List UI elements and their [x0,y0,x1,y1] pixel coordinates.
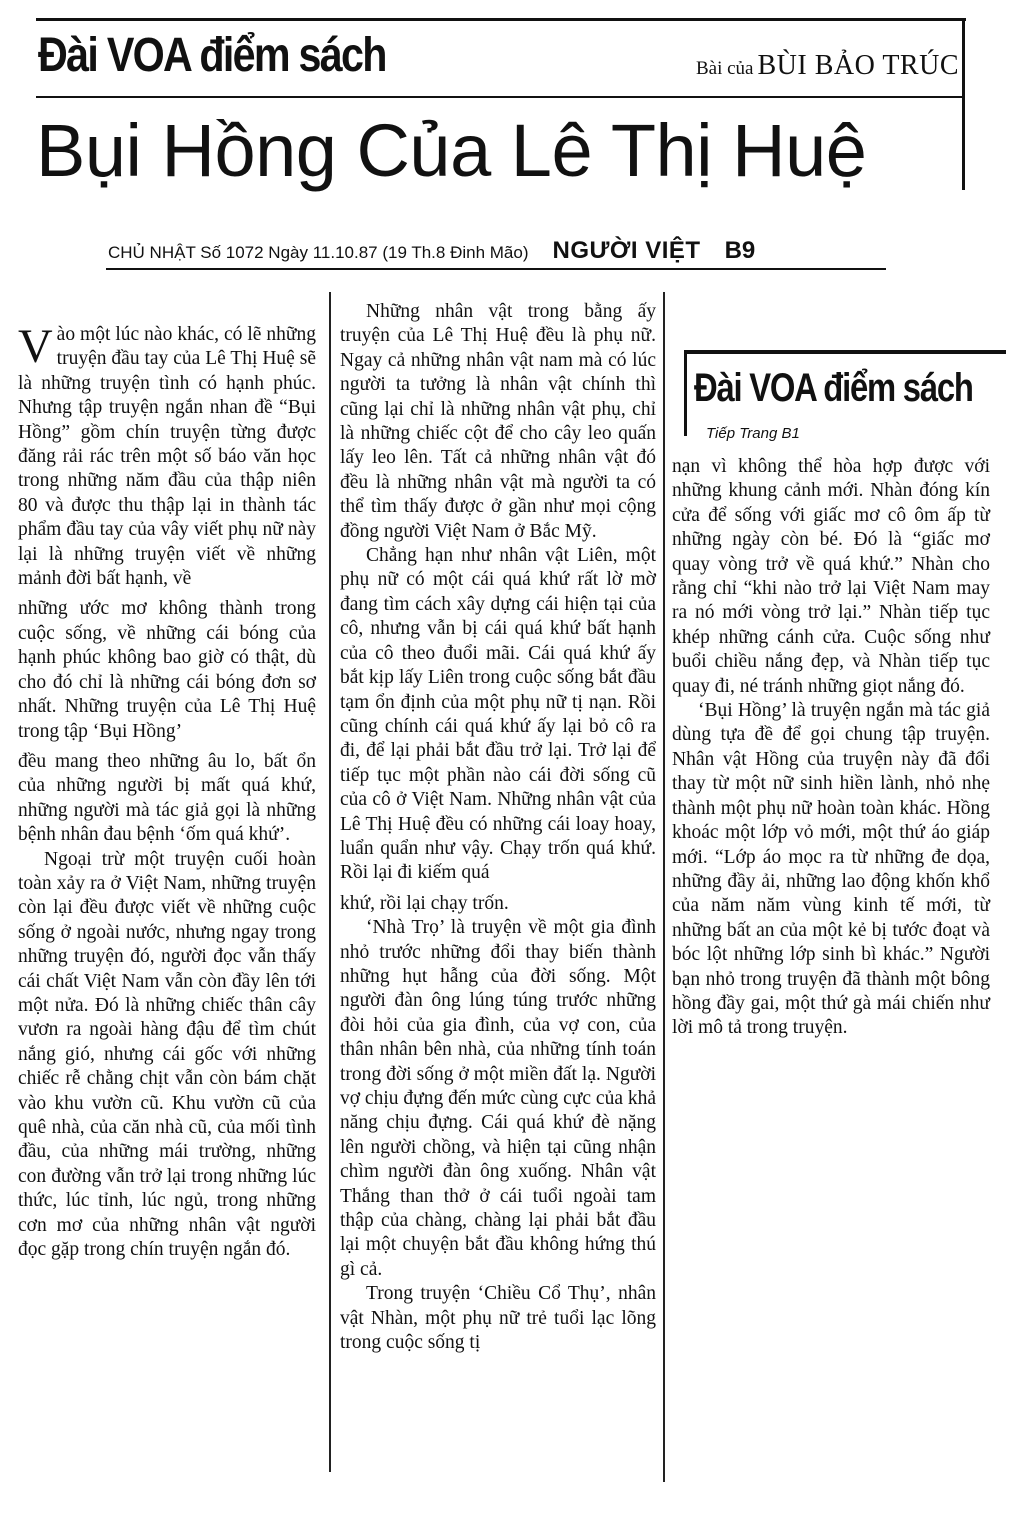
article-column-2 [340,300,656,1355]
byline [696,50,959,82]
paragraph: nạn vì không thể hòa hợp được với những khung cảnh mới. Nhàn đóng kín cửa để sống với giấc mơ cô ôm ấp từ những ngày còn bé. Đó là “giấc mơ quay vòng trở về quá khứ.” Nhàn cho rằng chỉ “khi nào trở lại Việt Nam may ra nó mới vòng trở lại.” Nhàn tiếp tục khép những cánh cửa. Cuộc sống như buổi chiều nắng đẹp, và Nhàn tiếp tục quay đi, né tránh những giọt nắng đó. [672,456,990,697]
section-masthead: Đài VOA điểm sách [38,29,386,82]
column-divider [663,292,665,1482]
dateline [108,237,755,265]
byline-author: BÙI BẢO TRÚC [757,50,959,81]
paragraph [18,320,316,591]
continuation-title: Đài VOA điểm sách [694,366,973,410]
paragraph: khứ, rồi lại chạy trốn. [340,892,509,914]
issue-date: CHỦ NHẬT Số 1072 Ngày 11.10.87 (19 Th.8 Đinh Mão) [108,243,529,262]
headline: Bụi Hồng Của Lê Thị Huệ [36,109,867,192]
paragraph: ‘Nhà Trọ’ là truyện về một gia đình nhỏ trước những đổi thay biến thành những hụt hẫng của đời sống. Một người đàn ông lúng túng trước những đòi hỏi của gia đình, của vợ con, của thân nhân bên nhà, của những tính toán trong đời sống ở một miền đất lạ. Người vợ chịu đựng đến mức cùng cực của khả năng chịu đựng. Cái quá khứ đè nặng lên người chồng, và hiện tại cũng nhận chìm người đàn ông xuống. Nhân vật Thắng than thở ở cái tuổi ngoài tam thập của chàng, chàng lại phải bắt đầu lại một chuyện bắt đầu không hứng thú gì cả. [340,917,656,1280]
masthead-rule [36,96,964,98]
top-rule [36,18,966,21]
paragraph-text: ào một lúc nào khác, có lẽ những truyện đầu tay của Lê Thị Huệ sẽ là những truyện tình có hạnh phúc. Nhưng tập truyện ngắn nhan đề “Bụi Hồng” gồm chín truyện từng được đăng rải rác trên một số báo văn học trong những năm đầu của thập niên 80 và được thu thập lại in thành tác phẩm đầu tay của vây viết phụ nữ này lại là những truyện viết về những mảnh đời bất hạnh, về [18,324,316,590]
continuation-note: Tiếp Trang B1 [706,425,800,442]
paragraph: Những nhân vật trong bằng ấy truyện của Lê Thị Huệ đều là phụ nữ. Ngay cả những nhân vật nam mà có lúc người ta tưởng là nhân vật chính thì cũng lại chỉ là những nhân vật phụ, chỉ là những chiếc cột để cho cây leo quấn lấy leo lên. Tất cả những nhân vật đó đều là những nhân vật mà người ta có thể tìm thấy được ở gần như mọi cộng đồng người Việt Nam ở Bắc Mỹ. [340,301,656,542]
paragraph: những ước mơ không thành trong cuộc sống, về những cái bóng của hạnh phúc không bao giờ có thật, dù cho đó chỉ là những cái bóng đơn sơ nhất. Những truyện của Lê Thị Huệ trong tập ‘Bụi Hồng’ [18,598,316,742]
newspaper-name: NGƯỜI VIỆT [552,237,701,264]
article-column-1 [18,320,316,1262]
paragraph: đều mang theo những âu lo, bất ổn của những người bị mất quá khứ, những người mà tác giả gọi là những bệnh nhân đau bệnh ‘ốm quá khứ’. [18,750,316,846]
continuation-rule [684,350,1006,354]
paragraph: ‘Bụi Hồng’ là truyện ngắn mà tác giả dùng tựa đề để gọi chung tập truyện. Nhân vật Hồng của truyện này đã đổi thay từ một nữ sinh hiền lành, nhỏ nhẹ thành một phụ nữ hoàn toàn khác. Hồng khoác một lớp vỏ mới, một thứ áo giáp mới. “Lớp áo mọc ra từ những đe dọa, những đầy ải, những lao động khốn khổ của năm năm vùng kinh tế mới, từ những bất an của một kẻ bị tước đoạt và bóc lột những lớp sinh bì khác.” Người bạn nhỏ trong truyện đã thành một bông hồng đầy gai, một thứ gà mái chiến như lời mô tả trong truyện. [672,700,990,1039]
drop-cap: V [18,320,53,373]
paragraph: Chẳng hạn như nhân vật Liên, một phụ nữ có một cái quá khứ rất lờ mờ đang tìm cách xây dựng cái hiện tại của cô, nhưng vẫn bị cái quá khứ bất hạnh của cô theo đuổi mãi. Cái quá khứ ấy bắt kịp lấy Liên trong cuộc sống bắt đầu tạm ổn định của một phụ nữ tị nạn. Rồi cũng chính cái quá khứ ấy lại bỏ cô ra đi, để lại phải bắt đầu trở lại. Trở lại để tiếp tục một phần nào cái đời sống cũ của cô ở Việt Nam. Những nhân vật của Lê Thị Huệ đều có những cái loay hoay, luẩn quẩn như vậy. Chạy trốn quá khứ. Rồi lại đi kiếm quá [340,545,656,884]
paragraph: Trong truyện ‘Chiều Cổ Thụ’, nhân vật Nhàn, một phụ nữ trẻ tuổi lạc lõng trong cuộc sống tị [340,1283,656,1354]
article-column-3 [672,455,990,1041]
column-divider [329,292,331,1472]
dateline-rule [106,268,886,270]
continuation-side-rule [684,350,687,436]
page-number: B9 [724,237,756,264]
paragraph: Ngoại trừ một truyện cuối hoàn toàn xảy ra ở Việt Nam, những truyện còn lại đều được viết về những cuộc sống ở ngoài nước, nhưng ngay trong những truyện đó, người đọc vẫn thấy cái chất Việt Nam vẫn còn đầy lên tới một nửa. Đó là những chiếc thân cây vươn ra ngoài hàng đậu để tìm chút nắng gió, nhưng cái gốc với những chiếc rễ chằng chịt vẫn còn bám chặt vào khu vườn cũ. Khu vườn cũ của quê nhà, của căn nhà cũ, của mối tình đầu, của những mái trường, những con đường vẫn trở lại trong những lúc thức, lúc tỉnh, lúc ngủ, trong những cơn mơ của những nhân vật người đọc gặp trong chín truyện ngắn đó. [18,848,316,1261]
byline-prefix: Bài của [695,58,754,79]
header-right-rule [962,20,965,190]
